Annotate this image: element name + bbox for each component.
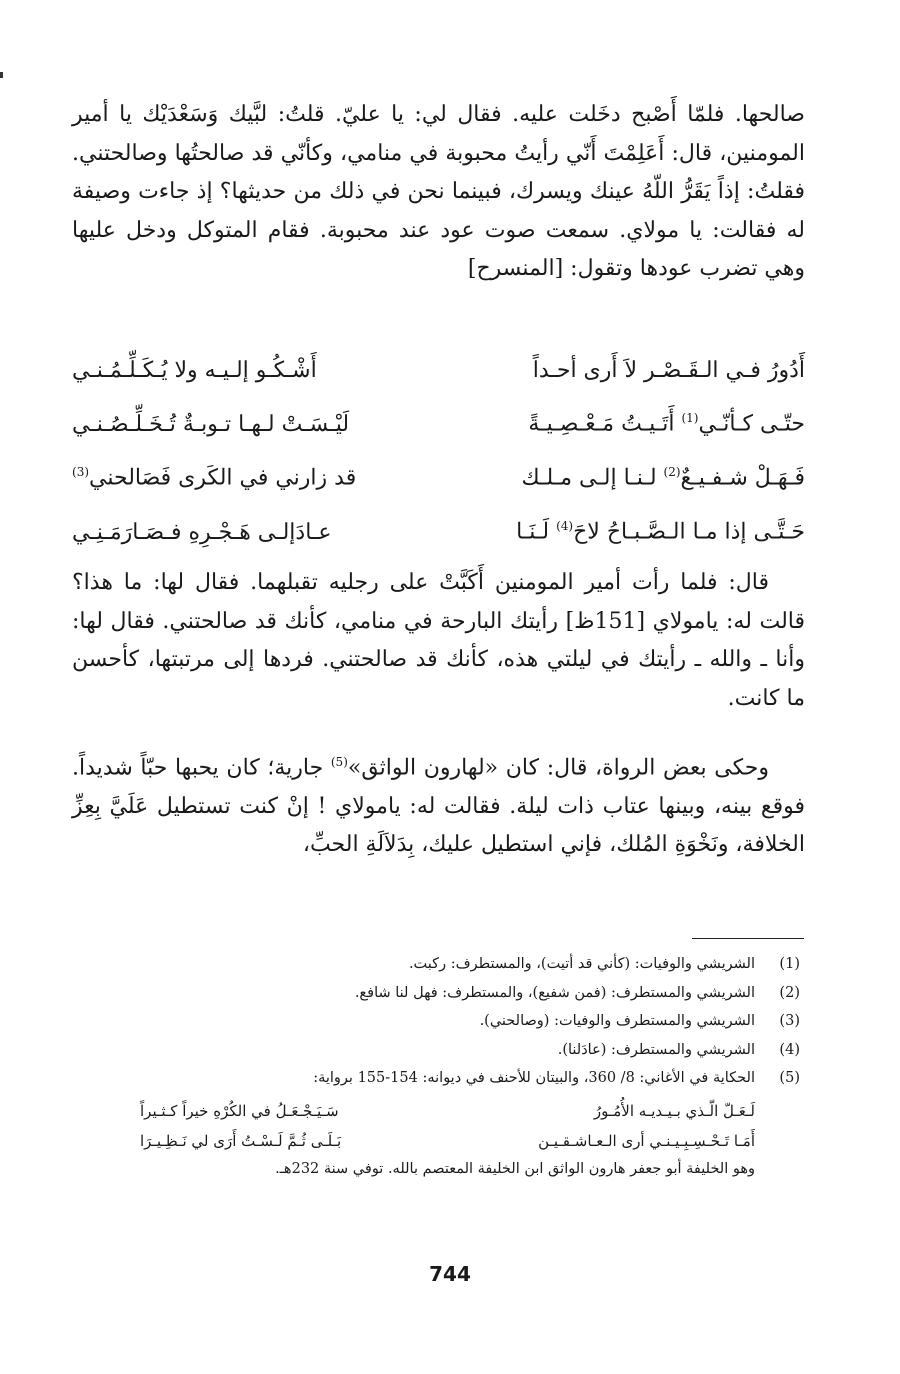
footnote-ref-5: (5) <box>330 755 348 769</box>
verse-2-left: لَيْـسَـتْ لـهـا تـوبـةٌ تُـخَـلِّـصُـنـي <box>72 411 350 437</box>
footnote-ref-1: (1) <box>681 411 699 426</box>
scan-mark <box>0 72 3 78</box>
footnote-3 <box>140 1010 800 1032</box>
verse-1-right: أَدُورُ فـي الـقَـصْـر لاَ أَرى أحـداً <box>532 357 805 383</box>
footnote-verse-2 <box>140 1126 755 1156</box>
footnote-text: الشريشي والوفيات: (كأني قد أتيت)، والمستطرف: ركبت. <box>408 956 755 972</box>
footnote-text: الشريشي والمستطرف: (عادَلنا). <box>557 1041 755 1058</box>
verse-3-right <box>522 465 805 490</box>
footnote-divider <box>692 938 804 939</box>
verse-2-right-a: حتّـى كـأنّـي <box>698 411 805 437</box>
poem <box>72 343 805 559</box>
verse-2-right-b: أَتَـيـتُ مَـعْـصِـيـةً <box>528 411 682 437</box>
footnote-text: الشريشي والمستطرف: (فمن شفيع)، والمستطرف: فهل لنا شافع. <box>354 984 755 1001</box>
verse-3 <box>72 451 805 505</box>
footnote-verse-2-right: أَمَـا تَـحْـسِـبِـيـنـي أرى الـعـاشـقـيـن <box>538 1131 755 1150</box>
verse-4-right-b: لَـنَـا <box>516 519 557 545</box>
verse-2-right <box>528 411 805 436</box>
footnote-number: (3) <box>779 1013 800 1029</box>
paragraph-3-a: وحكى بعض الرواة، قال: كان «لهارون الواثق» <box>347 755 769 781</box>
footnote-verse-1-left: سَـيَـجْـعَـلُ في الكُرْهِ خيراً كـثـيراً <box>140 1101 339 1120</box>
page-number: 744 <box>429 1262 471 1286</box>
footnote-text: الحكاية في الأغاني: 8/ 360، والبيتان للأحنف في ديوانه: 154-155 برواية: <box>313 1070 755 1086</box>
footnote-1 <box>140 953 800 975</box>
footnote-verse-1-right: لَـعَـلّ الّـذي بـيـديـه الأُمُـورُ <box>593 1101 755 1120</box>
footnote-text: الشريشي والمستطرف والوفيات: (وصالحني). <box>479 1013 755 1029</box>
footnote-number: (2) <box>779 984 800 1001</box>
footnote-2 <box>140 982 800 1004</box>
verse-3-right-b: لـنـا إلـى مـلـك <box>521 465 664 491</box>
paragraph-1: صالحها. فلمّا أَصْبح دخَلت عليه. فقال لي: يا عليّ. قلتُ: لبَّيك وَسَعْدَيْك يا أمير المومنين، قال: أَعَلِمْتَ أَنّي رأيتُ محبوبة في منامي، وكأنّي قد صالحتُها وصالحتني. فقلتُ: إذاً يَقَرُّ اللّهُ عينك ويسرك، فبينما نحن في ذلك من حديثها؟ إذ جاءت وصيفة له فقالت: يا مولاي. سمعت صوت عود عند محبوبة. فقام المتوكل ودخل عليها وهي تضرب عودها وتقول: [المنسرح] <box>72 102 805 281</box>
footnote-number: (4) <box>779 1041 800 1058</box>
verse-1 <box>72 343 805 397</box>
footnote-verse-1 <box>140 1096 755 1126</box>
verse-2 <box>72 397 805 451</box>
footnote-ref-4: (4) <box>556 519 574 534</box>
footnote-4 <box>140 1039 800 1061</box>
paragraph-3 <box>72 743 805 865</box>
footnote-5-continuation: وهو الخليفة أبو جعفر هارون الواثق ابن الخليفة المعتصم بالله. توفي سنة 232هـ. <box>275 1160 755 1177</box>
verse-3-left <box>72 465 356 490</box>
footnotes <box>140 953 800 1182</box>
paragraph-2: قال: فلما رأت أمير المومنين أَكَبَّتْ على رجليه تقبلهما. فقال لها: ما هذا؟ قالت له: يامولاي [151ظ] رأيتك البارحة في منامي، كأنك قد صالحتني. فقال لها: وأنا ـ والله ـ رأيتك في ليلتي هذه، كأنك قد صالحتني. فردها إلى مرتبتها، كأحسن ما كانت. <box>72 570 805 711</box>
footnote-ref-2: (2) <box>663 465 681 480</box>
verse-1-left: أَشْـكُـو إلـيـه ولا يُـكَـلِّـمُـنـي <box>72 357 317 383</box>
footnote-number: (5) <box>779 1070 800 1086</box>
footnote-verse-2-left: بَـلَـى ثُـمَّ لَـسْـتُ أَرَى لي نَـظِـيـرَا <box>140 1131 342 1150</box>
verse-3-right-a: فَـهَـلْ شـفـيـعٌ <box>680 465 805 491</box>
footnote-5 <box>140 1067 800 1089</box>
verse-4-right <box>516 519 805 544</box>
footnote-ref-3: (3) <box>72 465 90 480</box>
paragraph-3-b: جارية؛ كان يحبها حبّاً شديداً. فوقع بينه، وبينها عتاب ذات ليلة. فقالت له: يامولاي ! إنْ كنت تستطيل عَلَيَّ بِعِزِّ الخلافة، ونَخْوَةِ المُلك، فإني استطيل عليك، بِدَلاَلَةِ الحبِّ، <box>72 755 805 858</box>
verse-3-left-a: قد زارني في الكَرى فَصَالحني <box>89 465 357 491</box>
footnote-number: (1) <box>779 956 800 972</box>
verse-4-right-a: حَـتَّـى إذا مـا الـصَّـبـاحُ لاحَ <box>573 519 805 545</box>
verse-4-left: عـادَإلـى هَـجْـرِهِ فـصَـارَمَـنِـي <box>72 519 332 545</box>
verse-4 <box>72 505 805 559</box>
